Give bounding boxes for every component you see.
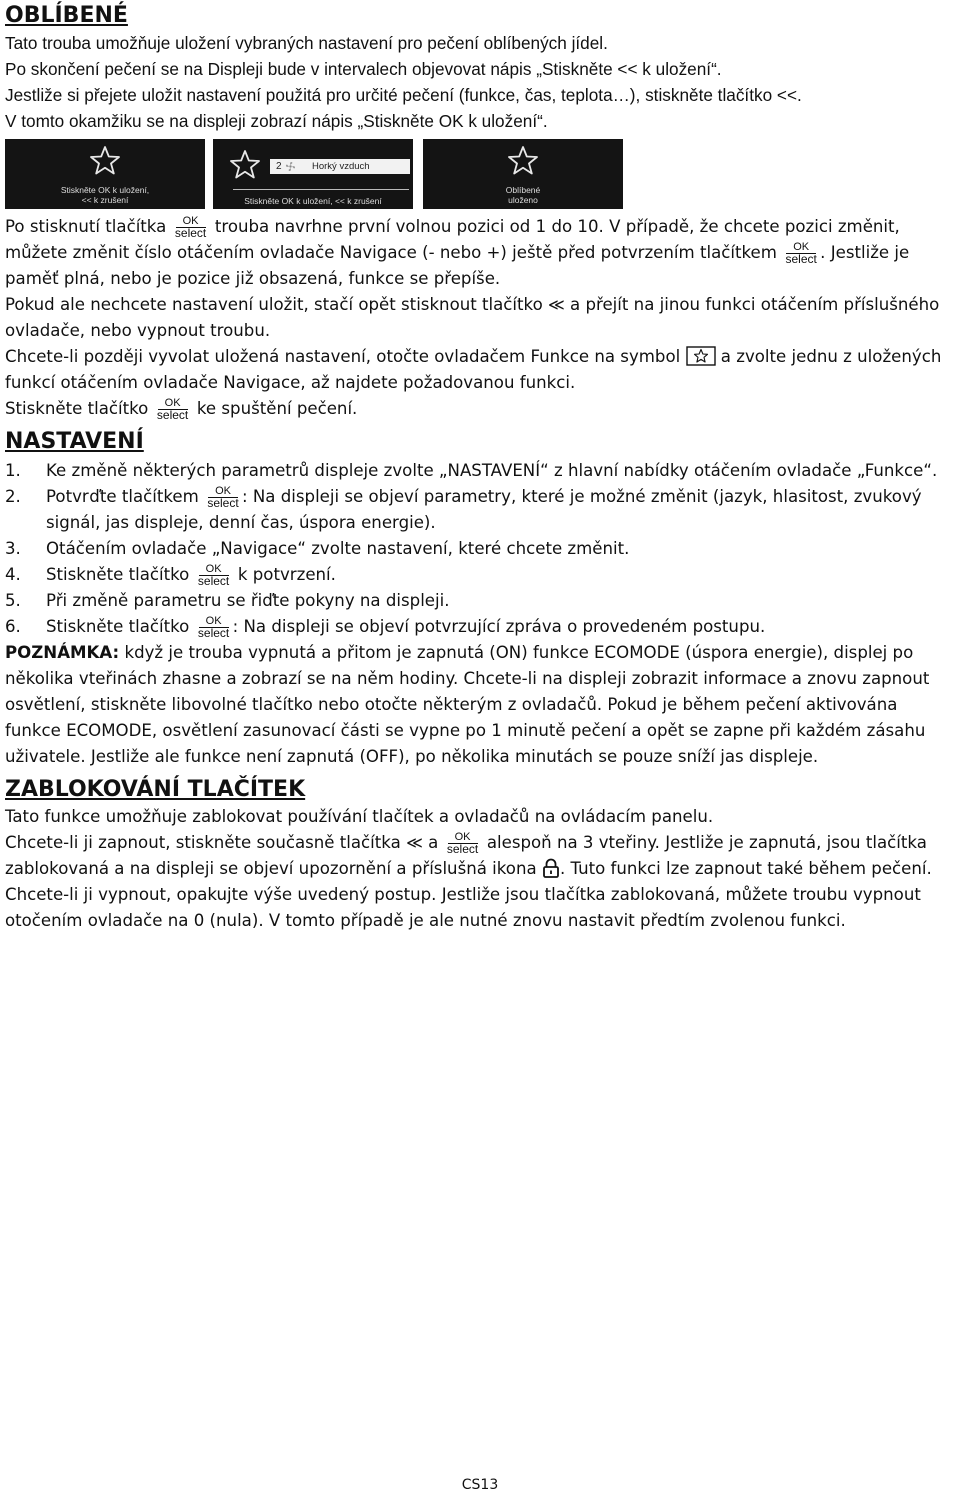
display-text: << k zrušení <box>81 195 129 205</box>
paragraph: Jestliže si přejete uložit nastavení použitá pro určité pečení (funkce, čas, teplota…), stiskněte tlačítko <<. <box>5 85 802 105</box>
paragraph: Tato trouba umožňuje uložení vybraných nastavení pro pečení oblíbených jídel. <box>5 33 608 53</box>
note-paragraph <box>5 640 955 770</box>
display-screen-save-prompt <box>5 139 205 209</box>
star-icon <box>89 145 121 175</box>
ok-select-icon: OK select <box>156 397 189 422</box>
text: a <box>428 833 439 852</box>
text: . Jestliže je paměť plná, nebo je pozice již obsazená, funkce se přepíše. <box>5 243 910 288</box>
ok-select-icon: OK select <box>197 563 230 588</box>
display-screen-saved <box>423 139 623 209</box>
text: trouba navrhne první volnou pozici od 1 do 10. V případě, že chcete pozici změnit, můžete změnit číslo otáčením ovladače Navigace (- nebo +) ještě před potvrzením tlačítkem <box>5 217 900 262</box>
display-function-box <box>270 159 410 174</box>
paragraph: V tomto okamžiku se na displeji zobrazí nápis „Stiskněte OK k uložení“. <box>5 111 548 131</box>
star-icon <box>229 149 261 179</box>
display-text: Stiskněte OK k uložení, <box>60 185 150 195</box>
list-item: 6. Stiskněte tlačítko OK select : Na displeji se objeví potvrzující zpráva o provedeném postupu. <box>5 615 766 640</box>
paragraph <box>5 214 955 292</box>
note-label: POZNÁMKA: <box>5 643 120 662</box>
section-title-zablokovani: ZABLOKOVÁNÍ TLAČÍTEK <box>5 777 306 802</box>
text: Chcete-li později vyvolat uložená nastavení, otočte ovladačem Funkce na symbol <box>5 347 681 366</box>
text: Po stisknutí tlačítka <box>5 217 167 236</box>
list-item: 3. Otáčením ovladače „Navigace“ zvolte nastavení, které chcete změnit. <box>5 539 630 558</box>
text: . Tuto funkci lze zapnout také během pečení. Chcete-li ji vypnout, opakujte výše uvedený postup. Jestliže jsou tlačítka zablokovaná, můžete troubu vypnout otočením ovladače na 0 (nula). V tomto případě je ale nutné znovu nastavit předtím zvolenou funkci. <box>5 859 932 930</box>
section-title-nastaveni: NASTAVENÍ <box>5 429 144 454</box>
lock-icon <box>542 858 560 878</box>
ok-select-icon: OK select <box>785 241 817 266</box>
text: když je trouba vypnutá a přitom je zapnutá (ON) funkce ECOMODE (úspora energie), displej po několika vteřinách zhasne a zobrazí se na něm hodiny. Chcete-li na displeji zobrazit informace a znovu zapnout osvětlení, stiskněte libovolné tlačítko nebo otočte některým z ovladačů. Pokud je během pečení aktivována funkce ECOMODE, osvětlení zasunovací části se vypne po 1 minutě pečení a opět se zapne při každém zásahu uživatele. Jestliže ale funkce není zapnutá (OFF), po několika minutách se pouze sníží jas displeje. <box>5 643 930 766</box>
position-number: 2 <box>276 161 282 172</box>
divider <box>233 189 409 190</box>
list-item: 4. Stiskněte tlačítko OK select k potvrzení. <box>5 563 336 588</box>
star-icon <box>507 145 539 175</box>
back-icon: ≪ <box>548 295 565 314</box>
function-name: Horký vzduch <box>312 161 370 172</box>
ok-select-icon: OK select <box>197 615 230 640</box>
paragraph <box>5 830 955 934</box>
list-item: 5. Při změně parametru se řiďte pokyny na displeji. <box>5 591 450 610</box>
list-item: 2. Potvrďte tlačítkem OK select : Na displeji se objeví parametry, které je možné změnit (jazyk, hlasitost, zvukový signál, jas displeje, denní čas, úspora energie). <box>5 485 922 532</box>
paragraph <box>5 292 955 344</box>
section-title-oblibene: OBLÍBENÉ <box>5 3 128 28</box>
page <box>5 0 955 934</box>
text: alespoň na 3 vteřiny. Jestliže je zapnutá, jsou tlačítka zablokovaná a na displeji se objeví upozornění a příslušná ikona <box>5 833 927 878</box>
page-number: CS13 <box>461 1477 499 1493</box>
text: Pokud ale nechcete nastavení uložit, stačí opět stisknout tlačítko <box>5 295 543 314</box>
display-screens <box>5 139 955 211</box>
fan-icon <box>285 161 296 172</box>
paragraph: Tato funkce umožňuje zablokovat používání tlačítek a ovladačů na ovládacím panelu. <box>5 807 714 826</box>
text: ke spuštění pečení. <box>196 399 358 418</box>
ok-select-icon: OK select <box>207 485 239 510</box>
text: a zvolte jednu z uložených funkcí otáčením ovladače Navigace, až najdete požadovanou funkci. <box>5 347 942 392</box>
paragraph <box>5 396 955 422</box>
back-icon: ≪ <box>406 833 423 852</box>
display-text: Oblíbené <box>505 185 541 195</box>
paragraph: Po skončení pečení se na Displeji bude v intervalech objevovat nápis „Stiskněte << k uložení“. <box>5 59 722 79</box>
text: Chcete-li ji zapnout, stiskněte současně tlačítka <box>5 833 401 852</box>
text: Stiskněte tlačítko <box>5 399 149 418</box>
paragraph <box>5 344 955 396</box>
favorites-symbol-icon <box>686 346 716 366</box>
list-item: 1. Ke změně některých parametrů displeje zvolte „NASTAVENÍ“ z hlavní nabídky otáčením ovladače „Funkce“. <box>5 461 938 480</box>
ok-select-icon: OK select <box>174 215 207 240</box>
display-text: uloženo <box>508 195 538 205</box>
text: a přejít na jinou funkci otáčením příslušného ovladače, nebo vypnout troubu. <box>5 295 940 340</box>
display-screen-position <box>213 139 413 209</box>
ok-select-icon: OK select <box>446 831 479 856</box>
settings-steps <box>5 458 955 640</box>
display-text: Stiskněte OK k uložení, << k zrušení <box>244 196 382 206</box>
